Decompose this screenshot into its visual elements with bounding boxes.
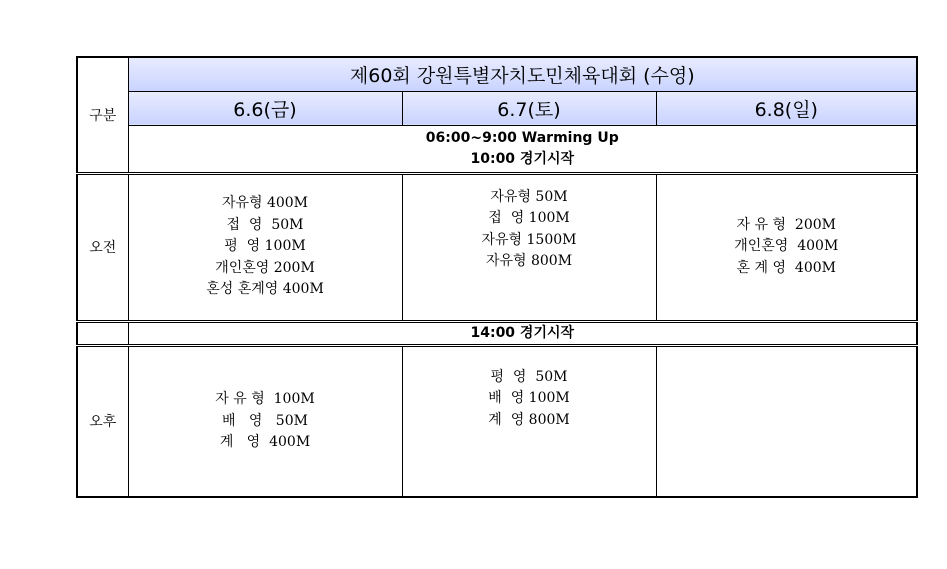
afternoon-day2-events <box>488 367 569 432</box>
morning-day3-events <box>734 215 838 280</box>
morning-day2-events <box>482 187 577 273</box>
morning-day2-cell <box>402 173 656 321</box>
event-item: 자 유 형 200M <box>736 216 836 233</box>
event-item: 평 영 50M <box>490 368 568 385</box>
day-header-2: 6.7(토) <box>402 91 656 125</box>
page-title: 제60회 강원특별자치도민체육대회 (수영) <box>128 57 917 91</box>
event-item: 개인혼영 200M <box>215 259 315 276</box>
afternoon-day2-cell <box>402 345 656 497</box>
day-header-1: 6.6(금) <box>128 91 402 125</box>
event-item: 배 영 50M <box>222 412 308 429</box>
event-item: 자 유 형 100M <box>215 391 315 407</box>
afternoon-label: 오후 <box>77 345 128 497</box>
afternoon-day1-events <box>215 389 314 454</box>
morning-day1-events <box>206 193 324 301</box>
event-item: 계 영 400M <box>219 434 311 450</box>
morning-day1-cell <box>128 173 402 321</box>
afternoon-note-spacer <box>77 321 128 345</box>
event-item: 자유형 800M <box>485 253 573 269</box>
event-item: 접 영 50M <box>226 216 304 233</box>
morning-day3-cell <box>656 173 917 321</box>
warmup-note: 06:00~9:00 Warming Up <box>425 129 619 146</box>
schedule-table <box>76 56 918 498</box>
header-label: 구분 <box>77 57 128 173</box>
event-item: 혼성 혼계영 400M <box>206 281 324 298</box>
event-item: 계 영 800M <box>488 411 570 428</box>
event-item: 자유형 50M <box>490 188 568 205</box>
event-item: 접 영 100M <box>488 210 570 226</box>
event-item: 자유형 400M <box>221 195 309 212</box>
event-item: 평 영 100M <box>224 238 306 255</box>
event-item: 혼 계 영 400M <box>736 259 836 276</box>
event-item: 배 영 100M <box>488 390 570 406</box>
morning-start-time: 10:00 경기시작 <box>470 150 575 167</box>
afternoon-day1-cell <box>128 345 402 497</box>
morning-start-note <box>128 125 917 173</box>
afternoon-start-note: 14:00 경기시작 <box>128 321 917 345</box>
afternoon-day3-cell <box>656 345 917 497</box>
event-item: 개인혼영 400M <box>734 238 839 255</box>
day-header-3: 6.8(일) <box>656 91 917 125</box>
morning-label: 오전 <box>77 173 128 321</box>
event-item: 자유형 1500M <box>481 231 577 248</box>
